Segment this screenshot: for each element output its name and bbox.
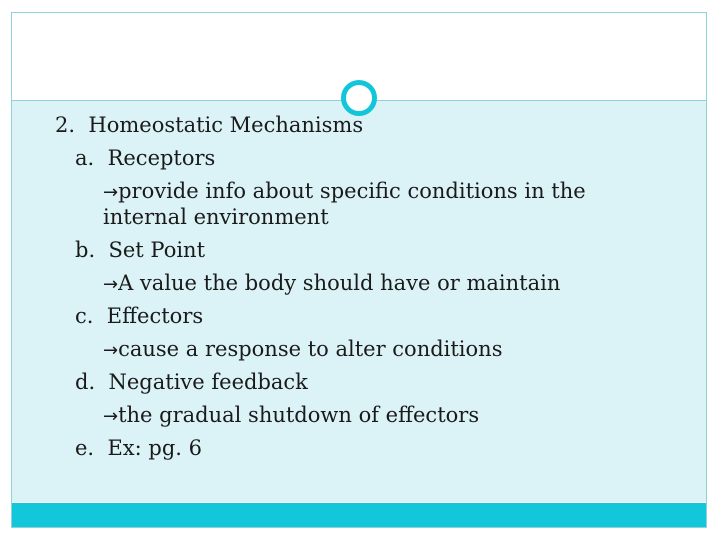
- list-item-set-point: [75, 238, 205, 262]
- heading-title: Homeostatic Mechanisms: [88, 113, 364, 137]
- right-arrow-icon: →: [103, 274, 119, 295]
- item-detail: cause a response to alter conditions: [118, 337, 503, 361]
- item-detail-continued: internal environment: [103, 205, 329, 229]
- item-marker: e.: [75, 436, 95, 460]
- item-detail: provide info about specific conditions in the: [118, 179, 586, 203]
- list-item-detail: [103, 337, 502, 363]
- item-marker: b.: [75, 238, 96, 262]
- item-label: Effectors: [106, 304, 204, 328]
- heading-number: 2.: [55, 113, 76, 137]
- list-item-example: [75, 436, 202, 460]
- list-item-detail: [103, 271, 560, 297]
- item-label: Ex: pg. 6: [107, 436, 202, 460]
- item-label: Set Point: [108, 238, 206, 262]
- right-arrow-icon: →: [103, 340, 119, 361]
- item-label: Receptors: [107, 146, 216, 170]
- list-item-receptors: [75, 146, 215, 170]
- list-item-effectors: [75, 304, 203, 328]
- list-item-detail-continuation: [103, 205, 329, 229]
- list-item-detail: [103, 403, 479, 429]
- item-detail: A value the body should have or maintain: [118, 271, 561, 295]
- list-item-detail: [103, 179, 586, 205]
- item-marker: a.: [75, 146, 95, 170]
- item-label: Negative feedback: [108, 370, 308, 394]
- right-arrow-icon: →: [103, 406, 119, 427]
- item-detail: the gradual shutdown of effectors: [118, 403, 480, 427]
- right-arrow-icon: →: [103, 182, 119, 203]
- heading-line: [55, 113, 363, 137]
- item-marker: d.: [75, 370, 96, 394]
- item-marker: c.: [75, 304, 94, 328]
- list-item-negative-feedback: [75, 370, 308, 394]
